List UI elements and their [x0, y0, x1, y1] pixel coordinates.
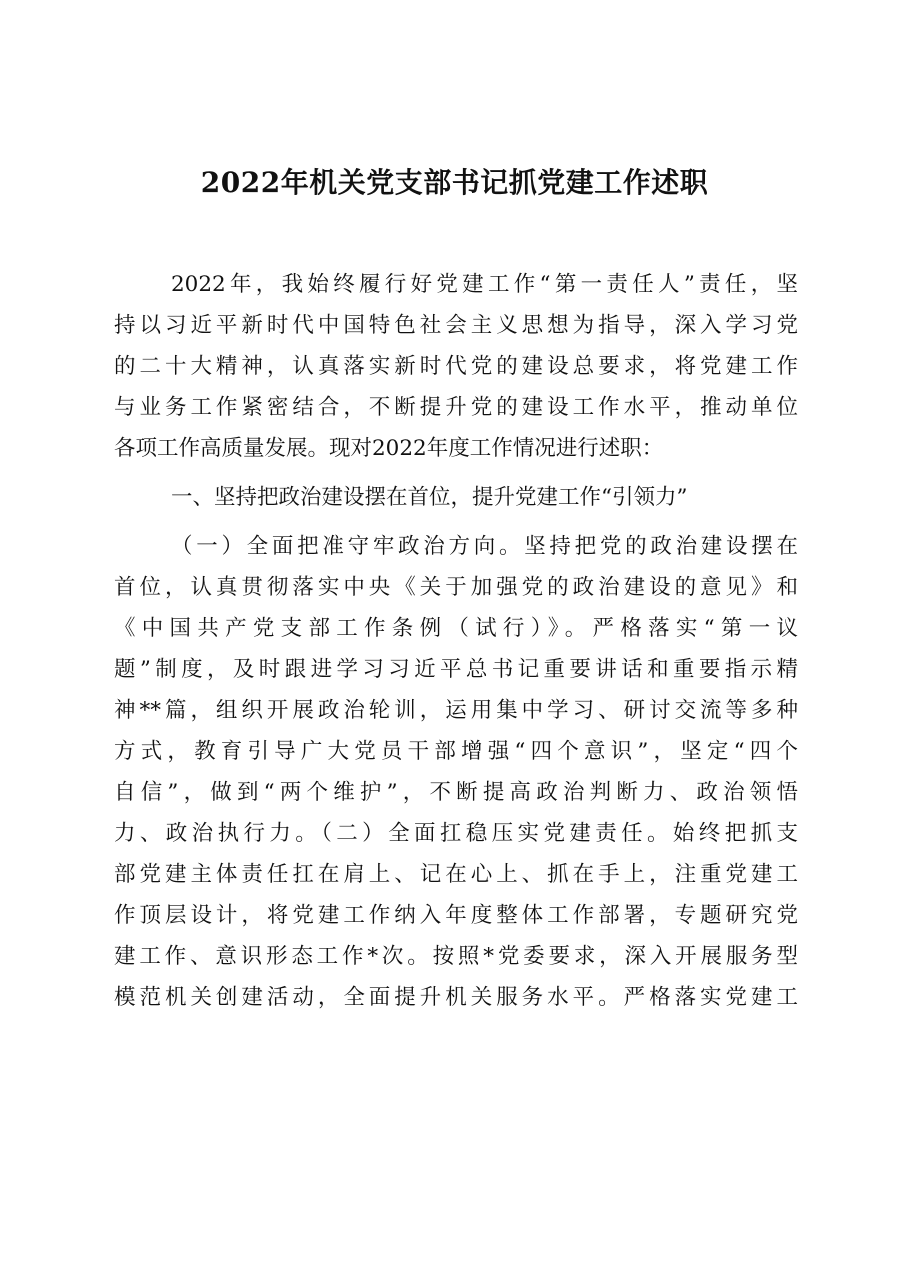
document-title: 2022年机关党支部书记抓党建工作述职 [200, 166, 709, 199]
paragraph-line: 建工作、意识形态工作*次。按照*党委要求，深入开展服务型 [114, 944, 798, 969]
paragraph-line: 的二十大精神，认真落实新时代党的建设总要求，将党建工作 [114, 354, 798, 379]
paragraph-line: 自信”，做到“两个维护”，不断提高政治判断力、政治领悟 [114, 780, 798, 805]
paragraph-line: 神**篇，组织开展政治轮训，运用集中学习、研讨交流等多种 [114, 698, 798, 723]
paragraph-line: 《中国共产党支部工作条例（试行）》。严格落实“第一议 [114, 616, 798, 641]
paragraph-line: 模范机关创建活动，全面提升机关服务水平。严格落实党建工 [114, 985, 798, 1010]
paragraph-line: 部党建主体责任扛在肩上、记在心上、抓在手上，注重党建工 [114, 862, 798, 887]
paragraph-line: 2022年，我始终履行好党建工作“第一责任人”责任，坚 [171, 272, 798, 297]
paragraph-line: 方式，教育引导广大党员干部增强“四个意识”，坚定“四个 [114, 739, 798, 764]
section-heading: 一、坚持把政治建设摆在首位，提升党建工作“引领力” [171, 485, 688, 510]
paragraph-line: （一）全面把准守牢政治方向。坚持把党的政治建设摆在 [171, 534, 798, 559]
paragraph-line: 题”制度，及时跟进学习习近平总书记重要讲话和重要指示精 [114, 657, 798, 682]
paragraph-line: 各项工作高质量发展。现对2022年度工作情况进行述职： [114, 436, 664, 461]
document-body [114, 264, 798, 1018]
paragraph-line: 作顶层设计，将党建工作纳入年度整体工作部署，专题研究党 [114, 903, 798, 928]
paragraph-line: 首位，认真贯彻落实中央《关于加强党的政治建设的意见》和 [114, 575, 798, 600]
paragraph-line: 力、政治执行力。（二）全面扛稳压实党建责任。始终把抓支 [114, 821, 798, 846]
paragraph-line: 与业务工作紧密结合，不断提升党的建设工作水平，推动单位 [114, 395, 798, 420]
paragraph-line: 持以习近平新时代中国特色社会主义思想为指导，深入学习党 [114, 313, 798, 338]
